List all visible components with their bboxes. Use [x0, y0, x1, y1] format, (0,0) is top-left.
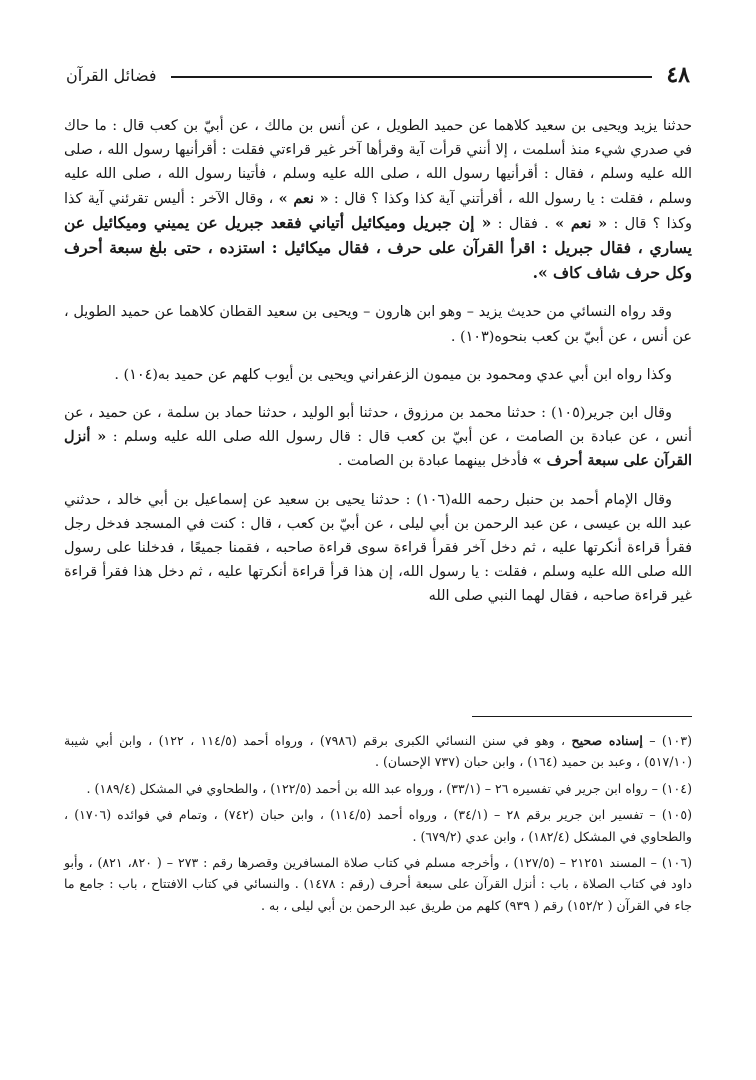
paragraph-1	[64, 114, 692, 286]
paragraph-3: وكذا رواه ابن أبي عدي ومحمود بن ميمون الزعفراني ويحيى بن أيوب كلهم عن حميد به(١٠٤) .	[114, 366, 672, 383]
text-run: . فقال :	[491, 215, 556, 232]
footnotes	[64, 730, 692, 921]
hadith-quote: « إن جبريل وميكائيل أتياني فقعد جبريل عن يميني وميكائيل عن يساري ، فقال جبريل : اقرأ القرآن على حرف ، فقال ميكائيل : استزده ، حتى بلغ سبعة أحرف وكل حرف شاف كاف ».	[64, 212, 692, 283]
footnote-105: (١٠٥) – تفسير ابن جرير برقم ٢٨ – (٣٤/١) ، ورواه أحمد (١١٤/٥) ، وابن حبان (٧٤٢) ، وتمام في فوائده (١٧٠٦) ، والطحاوي في المشكل (١٨٢/٤) ، وابن عدي (٦٧٩/٢) .	[64, 807, 693, 844]
text-run: ، وقال الآخر : أليس تقرئني آية كذا وكذا ؟ قال :	[64, 190, 692, 232]
text-run: وقال ابن جرير(١٠٥) : حدثنا محمد بن مرزوق ، حدثنا أبو الوليد ، حدثنا حماد بن سلمة ، عن حميد ، عن أنس ، عن عبادة بن الصامت ، عن أبيّ بن كعب قال : قال رسول الله صلى الله عليه وسلم :	[64, 405, 693, 446]
paragraph-4	[64, 401, 692, 474]
text-run-bold: إسناده صحيح	[571, 733, 643, 748]
header-rule	[171, 76, 653, 78]
text-run: ، وهو في سنن النسائي الكبرى برقم (٧٩٨٦) ، ورواه أحمد (١١٤/٥ ، ١٢٢) ، وابن أبي شيبة (٥١٧/١٠) ، وعبد بن حميد (١٦٤) ، وابن حبان (٧٣٧ الإحسان) .	[64, 733, 692, 770]
footnote-104: (١٠٤) – رواه ابن جرير في تفسيره ٢٦ – (٣٣/١) ، ورواه عبد الله بن أحمد (١٢٢/٥) ، والطحاوي في المشكل (١٨٩/٤) .	[86, 780, 692, 796]
footnote-106: (١٠٦) – المسند ٢١٢٥١ – (١٢٧/٥) ، وأخرجه مسلم في كتاب صلاة المسافرين وقصرها رقم : ٢٧٣ – ( ٨٢٠، ٨٢١) ، وأبو داود في كتاب الصلاة ، باب : أنزل القرآن على سبعة أحرف (رقم : ١٤٧٨) . والنسائي في كتاب الافتتاح ، باب : جامع ما جاء في القرآن ( ١٥٢/٢) رقم ( ٩٣٩) كلهم من طريق عبد الرحمن بن أبي ليلى ، به .	[64, 855, 693, 913]
paragraph-2: وقد رواه النسائي من حديث يزيد – وهو ابن هارون – ويحيى بن سعيد القطان كلاهما عن حميد الطويل ، عن أنس ، عن أبيّ بن كعب بنحوه(١٠٣) .	[64, 304, 692, 345]
text-run-bold: « نعم »	[555, 214, 608, 232]
text-run: حدثنا يزيد ويحيى بن سعيد كلاهما عن حميد الطويل ، عن أنس بن مالك ، عن أبيّ بن كعب قال : ما حاك في صدري شيء منذ أسلمت ، إلا أنني قرأت آية وقرأها آخر غير قراءتي فقلت : أقرأنيها رسول الله ، صلى الله عليه وسلم ، فقال : أقرأنيها رسول الله ، صلى الله عليه وسلم ، فأتينا رسول الله ، صلى الله عليه وسلم ، فقلت : يا رسول الله ، أقرأتني آية كذا وكذا ؟ قال :	[64, 118, 692, 207]
page-header	[66, 58, 690, 92]
page-number: ٤٨	[666, 62, 690, 88]
footnote-103	[64, 730, 692, 773]
footnote-rule	[472, 716, 692, 717]
text-run-bold: « نعم »	[278, 189, 329, 207]
paragraph-5: وقال الإمام أحمد بن حنبل رحمه الله(١٠٦) : حدثنا يحيى بن سعيد عن إسماعيل بن أبي خالد ، حدثني عبد الله بن عيسى ، عن عبد الرحمن بن أبي ليلى ، عن أبيّ بن كعب ، قال : كنت في المسجد فدخل رجل فقرأ قراءة أنكرتها عليه ، ثم دخل آخر فقرأ قراءة سوى قراءة صاحبه ، فقمنا جميعًا ، فدخلنا على رسول الله صلى الله عليه وسلم ، فقلت : يا رسول الله، إن هذا قرأ قراءة أنكرتها عليه ، ثم دخل هذا فقرأ قراءة غير قراءة صاحبه ، فقال لهما النبي صلى الله	[64, 491, 692, 605]
main-text	[64, 114, 692, 623]
text-run: فأدخل بينهما عبادة بن الصامت .	[337, 453, 533, 470]
book-title: فضائل القرآن	[66, 65, 157, 85]
text-run: (١٠٣) –	[642, 733, 693, 748]
hadith-quote: « أنزل القرآن على سبعة أحرف »	[64, 428, 692, 470]
